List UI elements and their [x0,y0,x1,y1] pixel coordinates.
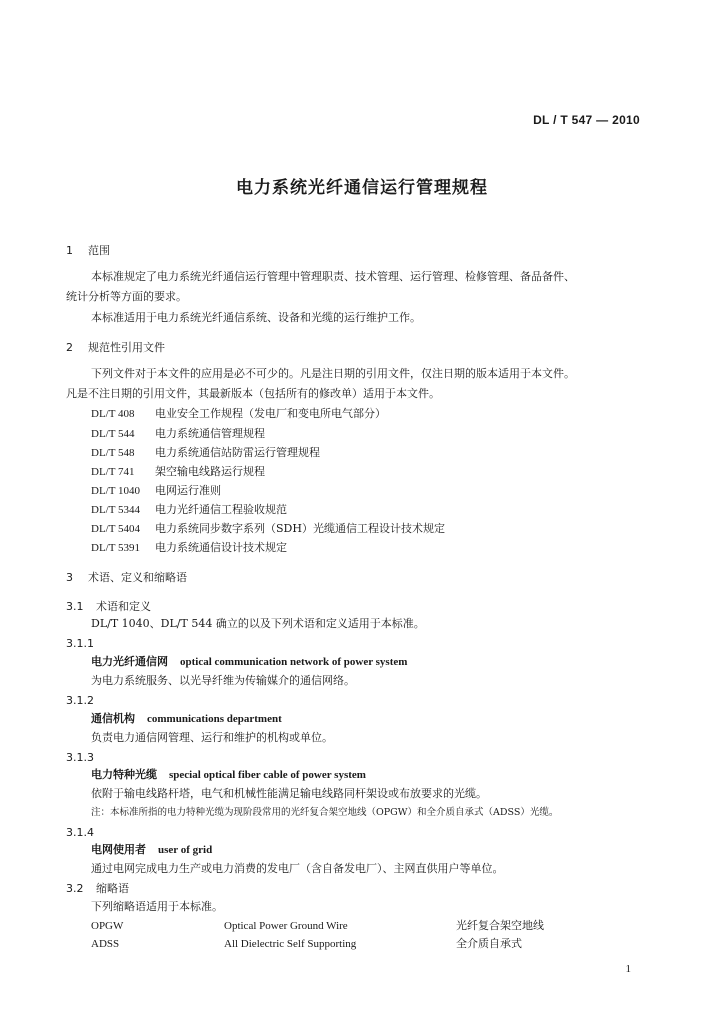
abbreviation-chinese: 光纤复合架空地线 [456,919,544,932]
abbreviation-chinese: 全介质自承式 [456,937,522,950]
reference-item: DL/T 5391 电力系统通信设计技术规定 [91,541,287,554]
reference-item: DL/T 408 电业安全工作规程（发电厂和变电所电气部分） [91,407,386,420]
section-3-heading: 3 术语、定义和缩略语 [66,571,187,584]
abbreviation-code: ADSS [91,938,120,950]
section-1-heading: 1 范围 [66,244,110,257]
abbreviation-code: OPGW [91,920,124,932]
term-definition: 为电力系统服务、以光导纤维为传输媒介的通信网络。 [91,674,355,687]
section-3-1-heading: 3.1 术语和定义 [66,600,151,613]
term-number: 3.1.1 [66,637,94,650]
document-title: 电力系统光纤通信运行管理规程 [236,178,488,198]
section-1-paragraph-1-line-2: 统计分析等方面的要求。 [66,290,187,303]
reference-item: DL/T 5344 电力光纤通信工程验收规范 [91,503,287,516]
section-1-paragraph-2: 本标准适用于电力系统光纤通信系统、设备和光缆的运行维护工作。 [91,311,421,324]
term-definition: 依附于输电线路杆塔，电气和机械性能满足输电线路同杆架设或布放要求的光缆。 [91,787,487,800]
section-1-paragraph-1-line-1: 本标准规定了电力系统光纤通信运行管理中管理职责、技术管理、运行管理、检修管理、备品备件、 [91,270,575,283]
reference-item: DL/T 741 架空输电线路运行规程 [91,465,265,478]
term-heading: 电网使用者 user of grid [91,843,213,856]
section-3-1-intro: DL/T 1040、DL/T 544 确立的以及下列术语和定义适用于本标准。 [91,617,425,630]
standard-code: DL / T 547 — 2010 [533,113,640,127]
term-heading: 电力特种光缆 special optical fiber cable of power system [91,768,366,781]
section-2-paragraph-line-1: 下列文件对于本文件的应用是必不可少的。凡是注日期的引用文件，仅注日期的版本适用于本文件。 [91,367,575,380]
reference-item: DL/T 548 电力系统通信站防雷运行管理规程 [91,446,320,459]
section-3-2-heading: 3.2 缩略语 [66,882,129,895]
term-note: 注：本标准所指的电力特种光缆为现阶段常用的光纤复合架空地线（OPGW）和全介质自承式（ADSS）光缆。 [91,807,559,818]
term-number: 3.1.4 [66,826,94,839]
abbreviation-full: Optical Power Ground Wire [224,920,348,932]
abbreviation-full: All Dielectric Self Supporting [224,938,357,950]
term-heading: 电力光纤通信网 optical communication network of power system [91,655,408,668]
term-number: 3.1.2 [66,694,94,707]
reference-item: DL/T 544 电力系统通信管理规程 [91,427,265,440]
page-number: 1 [625,963,631,975]
section-2-heading: 2 规范性引用文件 [66,341,165,354]
term-definition: 通过电网完成电力生产或电力消费的发电厂（含自备发电厂）、主网直供用户等单位。 [91,862,504,875]
term-definition: 负责电力通信网管理、运行和维护的机构或单位。 [91,731,333,744]
reference-item: DL/T 1040 电网运行准则 [91,484,221,497]
reference-item: DL/T 5404 电力系统同步数字系列（SDH）光缆通信工程设计技术规定 [91,522,445,535]
term-number: 3.1.3 [66,751,94,764]
section-2-paragraph-line-2: 凡是不注日期的引用文件，其最新版本（包括所有的修改单）适用于本文件。 [66,387,440,400]
section-3-2-intro: 下列缩略语适用于本标准。 [91,900,223,913]
term-heading: 通信机构 communications department [91,712,282,725]
